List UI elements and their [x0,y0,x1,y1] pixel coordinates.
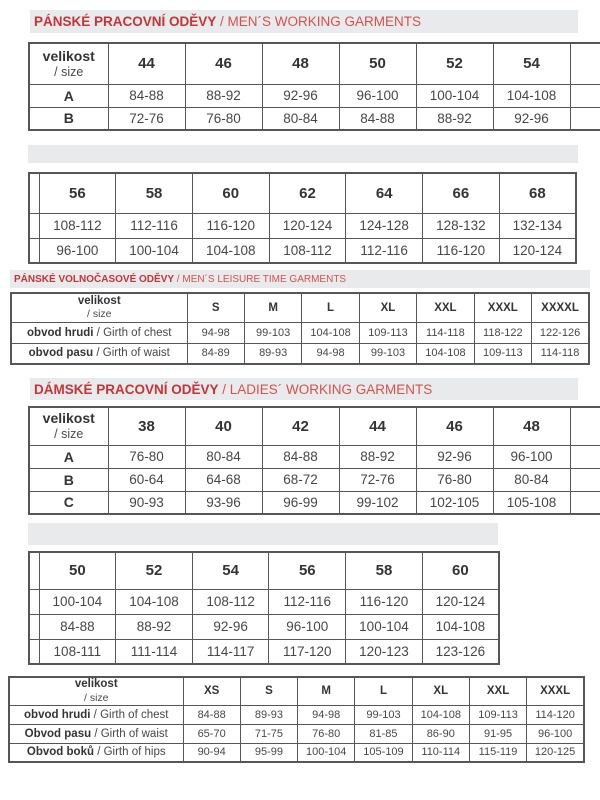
size-cell: 50 [339,43,416,84]
size-cell: XXXXL [532,293,589,322]
size-cell: 38 [108,407,185,445]
size-header-czech: velikost [74,678,118,691]
row-label-cell: A [29,445,108,468]
value-cell: 94-98 [298,705,355,724]
section-title-mens-leisure [10,270,590,288]
table-row [29,491,600,514]
value-cell: 91-95 [469,724,526,743]
clipped-column-cell [570,468,600,491]
value-cell: 123-126 [422,639,499,664]
value-cell: 124-128 [346,213,423,238]
section-divider-band [28,523,498,545]
value-cell: 72-76 [108,107,185,130]
mens-working-size-table-1 [28,42,600,131]
value-cell: 105-108 [493,491,570,514]
row-label-cell: B [29,107,108,130]
ladies-working-size-table-2 [28,551,500,665]
value-cell: 92-96 [493,107,570,130]
value-cell: 104-108 [493,84,570,107]
mens-leisure-size-table [10,292,590,365]
table-row [29,107,600,130]
size-cell: XL [359,293,416,322]
value-cell: 104-108 [412,705,469,724]
clipped-column-cell [570,107,600,130]
size-cell: 66 [423,173,500,213]
value-cell: 96-99 [262,491,339,514]
value-cell: 114-117 [192,639,269,664]
measurement-label-english: Girth of waist [100,727,168,740]
table-row [11,293,589,322]
value-cell: 100-104 [116,238,193,263]
value-cell: 116-120 [423,238,500,263]
value-cell: 76-80 [108,445,185,468]
value-cell: 118-122 [474,322,531,343]
measurement-label-czech: obvod hrudi [27,326,94,339]
section-title-english: / MEN´S WORKING GARMENTS [216,14,422,29]
value-cell: 116-120 [192,213,269,238]
size-cell: 68 [499,173,576,213]
size-cell: XS [183,677,240,705]
table-row [29,213,576,238]
section-title-ladies-working [30,378,578,400]
value-cell: 112-116 [269,589,346,614]
value-cell: 112-116 [116,213,193,238]
value-cell: 65-70 [183,724,240,743]
letter-sizes-table [8,676,585,763]
table-row [29,589,499,614]
value-cell: 108-112 [39,213,116,238]
row-label-cell: C [29,491,108,514]
value-cell: 104-108 [116,589,193,614]
table-row [9,677,584,705]
size-header-english: / size [54,427,84,442]
section-title-czech: DÁMSKÉ PRACOVNÍ ODĚVY [34,381,219,397]
value-cell: 108-111 [39,639,116,664]
value-cell: 76-80 [416,468,493,491]
value-cell: 104-108 [192,238,269,263]
measurement-label-cell [9,743,183,762]
value-cell: 84-88 [39,614,116,639]
value-cell: 81-85 [355,724,412,743]
clipped-column-cell [570,445,600,468]
value-cell: 128-132 [423,213,500,238]
size-header-czech: velikost [77,294,121,307]
table-row [29,445,600,468]
measurement-label-cell [11,343,187,364]
value-cell: 114-118 [532,343,589,364]
table-row [9,743,584,762]
size-cell: XL [412,677,469,705]
size-cell: XXXL [527,677,584,705]
clipped-label-cell [29,213,39,238]
mens-working-size-table-2 [28,172,577,264]
value-cell: 95-99 [240,743,297,762]
size-cell: 64 [346,173,423,213]
label-separator: / [93,326,104,339]
value-cell: 120-125 [527,743,584,762]
measurement-label-cell [9,724,183,743]
value-cell: 88-92 [116,614,193,639]
size-cell: M [244,293,301,322]
value-cell: 90-93 [108,491,185,514]
size-cell: L [302,293,359,322]
size-cell: 56 [39,173,116,213]
row-label-cell: A [29,84,108,107]
measurement-label-english: Girth of chest [103,326,172,339]
label-separator: / [91,727,101,740]
value-cell: 99-103 [359,343,416,364]
value-cell: 84-89 [187,343,244,364]
row-label-cell: B [29,468,108,491]
clipped-label-cell [29,173,39,213]
size-cell: 46 [185,43,262,84]
size-cell: 52 [116,552,193,589]
value-cell: 93-96 [185,491,262,514]
size-cell: 60 [192,173,269,213]
measurement-label-czech: obvod hrudi [24,708,91,721]
value-cell: 84-88 [183,705,240,724]
table-row [29,639,499,664]
value-cell: 71-75 [240,724,297,743]
size-cell: 60 [422,552,499,589]
value-cell: 109-113 [474,343,531,364]
clipped-column-cell [570,407,600,445]
section-divider-band [28,145,578,163]
label-separator: / [90,708,101,721]
section-title-czech: PÁNSKÉ PRACOVNÍ ODĚVY [34,14,217,29]
value-cell: 89-93 [244,343,301,364]
ladies-working-size-table-1 [28,406,600,515]
size-cell: 44 [339,407,416,445]
value-cell: 120-124 [269,213,346,238]
value-cell: 86-90 [412,724,469,743]
measurement-label-czech: Obvod pasu [24,727,92,740]
clipped-label-cell [29,589,39,614]
size-cell: 40 [185,407,262,445]
value-cell: 96-100 [39,238,116,263]
size-cell: S [187,293,244,322]
value-cell: 96-100 [339,84,416,107]
size-cell: 46 [416,407,493,445]
value-cell: 64-68 [185,468,262,491]
measurement-label-english: Girth of waist [102,347,170,360]
value-cell: 92-96 [262,84,339,107]
measurement-label-cell [11,322,187,343]
value-cell: 110-114 [412,743,469,762]
label-separator: / [93,347,103,360]
value-cell: 94-98 [187,322,244,343]
value-cell: 115-119 [469,743,526,762]
size-cell: S [240,677,297,705]
section-title-english: / LADIES´ WORKING GARMENTS [218,381,433,397]
value-cell: 94-98 [302,343,359,364]
value-cell: 84-88 [262,445,339,468]
value-cell: 109-113 [359,322,416,343]
value-cell: 92-96 [416,445,493,468]
measurement-label-cell [9,705,183,724]
size-cell: 48 [262,43,339,84]
size-header-cell [11,293,187,322]
value-cell: 104-108 [417,343,474,364]
value-cell: 92-96 [192,614,269,639]
value-cell: 99-102 [339,491,416,514]
size-cell: 54 [192,552,269,589]
size-cell: XXL [417,293,474,322]
value-cell: 120-124 [499,238,576,263]
value-cell: 80-84 [262,107,339,130]
value-cell: 88-92 [416,107,493,130]
size-cell: L [355,677,412,705]
size-cell: M [298,677,355,705]
value-cell: 100-104 [39,589,116,614]
value-cell: 68-72 [262,468,339,491]
clipped-label-cell [29,238,39,263]
value-cell: 132-134 [499,213,576,238]
value-cell: 84-88 [339,107,416,130]
value-cell: 96-100 [493,445,570,468]
table-row [29,43,600,84]
size-header-english: / size [83,691,109,704]
measurement-label-czech: obvod pasu [28,347,94,360]
value-cell: 60-64 [108,468,185,491]
table-row [29,468,600,491]
value-cell: 116-120 [346,589,423,614]
value-cell: 90-94 [183,743,240,762]
value-cell: 120-123 [346,639,423,664]
value-cell: 109-113 [469,705,526,724]
section-title-mens-working [30,10,578,33]
table-row [29,238,576,263]
value-cell: 96-100 [269,614,346,639]
table-row [29,407,600,445]
size-header-cell [29,407,108,445]
size-cell: 42 [262,407,339,445]
clipped-column-cell [570,491,600,514]
table-row [9,705,584,724]
clipped-label-cell [29,639,39,664]
size-header-english: / size [86,308,112,321]
value-cell: 88-92 [185,84,262,107]
size-cell: 58 [346,552,423,589]
value-cell: 76-80 [298,724,355,743]
table-row [29,84,600,107]
value-cell: 100-104 [346,614,423,639]
value-cell: 80-84 [493,468,570,491]
value-cell: 88-92 [339,445,416,468]
value-cell: 105-109 [355,743,412,762]
value-cell: 76-80 [185,107,262,130]
value-cell: 114-118 [417,322,474,343]
measurement-label-english: Girth of hips [103,746,166,759]
size-cell: 52 [416,43,493,84]
value-cell: 99-103 [244,322,301,343]
value-cell: 96-100 [527,724,584,743]
value-cell: 112-116 [346,238,423,263]
value-cell: 120-124 [422,589,499,614]
section-title-english: / MEN´S LEISURE TIME GARMENTS [174,273,347,285]
size-header-cell [29,43,108,84]
size-header-english: / size [54,64,84,79]
measurement-label-english: Girth of chest [100,708,169,721]
value-cell: 122-126 [532,322,589,343]
value-cell: 104-108 [422,614,499,639]
value-cell: 84-88 [108,84,185,107]
value-cell: 108-112 [269,238,346,263]
size-header-czech: velikost [42,410,95,427]
value-cell: 80-84 [185,445,262,468]
size-header-czech: velikost [42,47,95,64]
value-cell: 99-103 [355,705,412,724]
size-cell: XXL [469,677,526,705]
value-cell: 117-120 [269,639,346,664]
section-title-czech: PÁNSKÉ VOLNOČASOVÉ ODĚVY [14,273,175,285]
label-separator: / [94,746,104,759]
value-cell: 100-104 [298,743,355,762]
clipped-label-cell [29,552,39,589]
value-cell: 72-76 [339,468,416,491]
size-cell: 48 [493,407,570,445]
size-cell: 54 [493,43,570,84]
clipped-column-cell [570,43,600,84]
size-header-cell [9,677,183,705]
value-cell: 111-114 [116,639,193,664]
size-cell: 62 [269,173,346,213]
table-row [11,343,589,364]
clipped-column-cell [570,84,600,107]
measurement-label-czech: Obvod boků [26,746,94,759]
size-cell: 58 [116,173,193,213]
size-cell: 44 [108,43,185,84]
value-cell: 100-104 [416,84,493,107]
value-cell: 89-93 [240,705,297,724]
table-row [11,322,589,343]
table-row [29,173,576,213]
table-row [29,552,499,589]
value-cell: 108-112 [192,589,269,614]
value-cell: 104-108 [302,322,359,343]
table-row [29,614,499,639]
size-cell: 50 [39,552,116,589]
table-row [9,724,584,743]
size-cell: 56 [269,552,346,589]
size-cell: XXXL [474,293,531,322]
clipped-label-cell [29,614,39,639]
value-cell: 102-105 [416,491,493,514]
value-cell: 114-120 [527,705,584,724]
